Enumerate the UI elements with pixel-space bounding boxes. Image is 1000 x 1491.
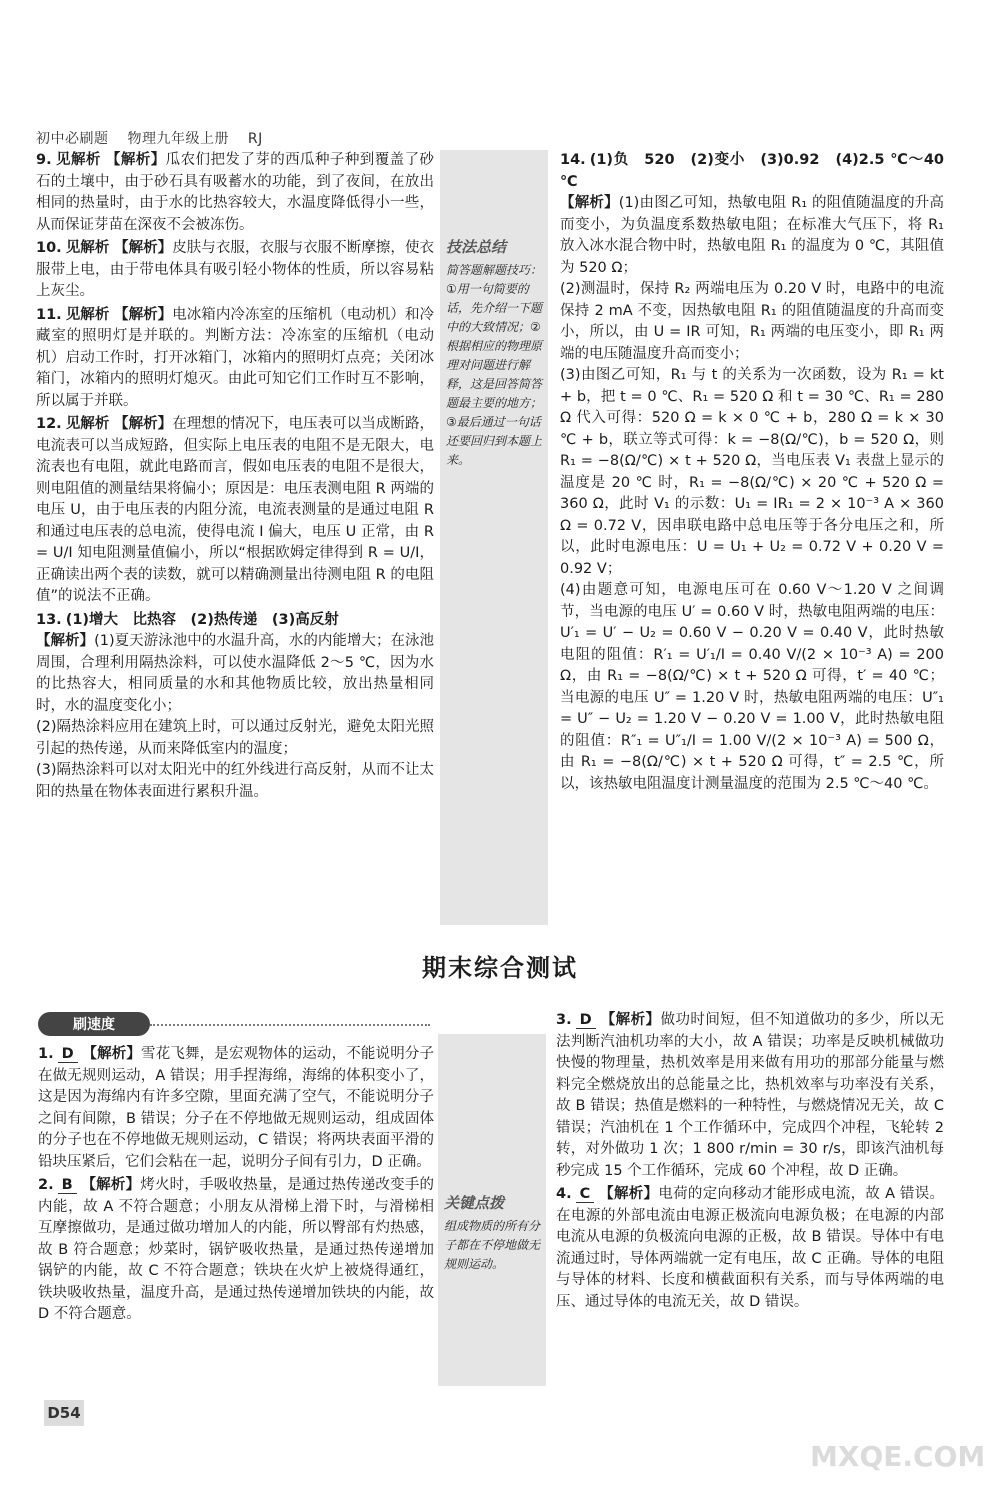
question-11: 11. 见解析 【解析】电冰箱内冷冻室的压缩机（电动机）和冷藏室的照明灯是并联的。判断方法：冷冻室的压缩机（电动机）启动工作时，打开冰箱门，冰箱内的照明灯点亮；关闭冰箱门，冰箱内的照明灯熄灭。由此可知它们工作时互不影响，所以属于并联。 — [36, 306, 435, 409]
tip-text: 简答题解题技巧：①用一句简要的话，先介绍一下题中的大致情况；②根据相应的物理原理对问题进行解释，这是回答简答题最主要的地方；③最后通过一句话还要回归到本题上来。 — [446, 263, 543, 467]
speed-badge: 刷速度 — [38, 1012, 150, 1036]
dotted-rule — [150, 1024, 430, 1026]
question-4: 4. C 【解析】电荷的定向移动才能形成电流，故 A 错误。在电源的外部电流由电源正极流向电源负极；在电源的内部电流从电源的负极流向电源的正极，故 B 错误。导体中有电流通过时，导体两端就一定有电压，故 C 正确。导体的电阻与导体的材料、长度和横截面积有关系，而与导体两端的电压、通过导体的电流无关，故 D 错误。 — [556, 1186, 945, 1310]
question-9: 9. 见解析 【解析】瓜农们把发了芽的西瓜种子种到覆盖了砂石的土壤中，由于砂石具有吸蓄水的功能，到了夜间，在放出相同的热量时，由于水的比热容较大，水温度降低得小一些，从而保证芽苗在深夜不会被冻伤。 — [36, 152, 435, 233]
question-2: 2. B 【解析】烤火时，手吸收热量，是通过热传递改变手的内能，故 A 不符合题意；小朋友从滑梯上滑下时，与滑梯相互摩擦做功，是通过做功增加人的内能，所以臀部有灼热感，故 B 符合题意；炒菜时，锅铲吸收热量，是通过热传递增加锅铲的内能，故 C 不符合题意；铁块在火炉上被烧得通红，铁块吸收热量，温度升高，是通过热传递增加铁块的内能，故 D 不符合题意。 — [38, 1177, 435, 1322]
bottom-right-column — [556, 1010, 944, 1315]
tip-heading: 关键点拨 — [444, 1194, 505, 1212]
question-13: 13. (1)增大 比热容 (2)热传递 (3)高反射 【解析】(1)夏天游泳池中的水温升高，水的内能增大；在泳池周围，合理利用隔热涂料，可以使水温降低 2～5 ℃，因为水的比热容大，相同质量的水和其他物质比较，放出热量相同时，水的温度变化小； (2)隔热涂料应用在建筑上时，可以通过反射光，避免太阳光照引起的热传递，从而来降低室内的温度； (3)隔热涂料可以对太阳光中的红外线进行高反射，从而不让太阳的热量在物体表面进行累积升温。 — [36, 611, 434, 800]
running-header — [36, 128, 277, 148]
book-title: 初中必刷题 — [36, 131, 109, 147]
page-number: D54 — [44, 1400, 84, 1426]
tip-sidebar-1 — [440, 150, 548, 925]
subject: 物理九年级上册 — [127, 131, 229, 147]
tip-heading: 技法总结 — [446, 238, 507, 256]
tip-sidebar-2 — [438, 1034, 546, 1386]
bottom-left-column — [38, 1044, 434, 1328]
question-14: 14. (1)负 520 (2)变小 (3)0.92 (4)2.5 ℃～40 ℃ 【解析】(1)由图乙可知，热敏电阻 R₁ 的阻值随温度的升高而变小，为负温度系数热敏电阻；在标准大气压下，将 R₁ 放入冰水混合物中时，热敏电阻 R₁ 的温度为 0 ℃，其阻值为 520 Ω； (2)测温时，保持 R₂ 两端电压为 0.20 V 时，电路中的电流保持 2 mA 不变，因热敏电阻 R₁ 的阻值随温度的升高而变小，所以，由 U = IR 可知，R₁ 两端的电压变小，即 R₁ 两端的电压随温度升高而变小； (3)由图乙可知，R₁ 与 t 的关系为一次函数，设为 R₁ = kt + b，把 t = 0 ℃、R₁ = 520 Ω 和 t = 30 ℃、R₁ = 280 Ω 代入可得：520 Ω = k × 0 ℃ + b，280 Ω = k × 30 ℃ + b，联立等式可得：k = −8(Ω/℃)，b = 520 Ω，则 R₁ = −8(Ω/℃) × t + 520 Ω，当电压表 V₁ 表盘上显示的温度是 20 ℃ 时，R₁ = −8(Ω/℃) × 20 ℃ + 520 Ω = 360 Ω，此时 V₁ 的示数：U₁ = IR₁ = 2 × 10⁻³ A × 360 Ω = 0.72 V，因串联电路中总电压等于各分电压之和，所以，此时电源电压：U = U₁ + U₂ = 0.72 V + 0.20 V = 0.92 V； (4)由题意可知，电源电压可在 0.60 V～1.20 V 之间调节，当电源的电压 U′ = 0.60 V 时，热敏电阻两端的电压：U′₁ = U′ − U₂ = 0.60 V − 0.20 V = 0.40 V，此时热敏电阻的阻值：R′₁ = U′₁/I = 0.40 V/(2 × 10⁻³ A) = 200 Ω，由 R₁ = −8(Ω/℃) × t + 520 Ω 可得，t′ = 40 ℃；当电源的电压 U″ = 1.20 V 时，热敏电阻两端的电压：U″₁ = U″ − U₂ = 1.20 V − 0.20 V = 1.00 V，此时热敏电阻的阻值：R″₁ = U″₁/I = 1.00 V/(2 × 10⁻³ A) = 500 Ω，由 R₁ = −8(Ω/℃) × t + 520 Ω 可得，t″ = 2.5 ℃，所以，该热敏电阻温度计测量温度的范围为 2.5 ℃～40 ℃。 — [560, 152, 944, 792]
question-10: 10. 见解析 【解析】皮肤与衣服，衣服与衣服不断摩擦，使衣服带上电，由于带电体具有吸引轻小物体的性质，所以容易粘上灰尘。 — [36, 240, 435, 299]
left-column — [36, 150, 434, 805]
question-3: 3. D 【解析】做功时间短，但不知道做功的多少，所以无法判断汽油机功率的大小，故 A 错误；功率是反映机械做功快慢的物理量，热机效率是用来做有用功的那部分能量与燃料完全燃烧放出的总能量之比，热机效率与功率没有关系，故 B 错误；热值是燃料的一种特性，与燃烧情况无关，故 C 错误；汽油机在 1 个工作循环中，完成四个冲程，飞轮转 2 转，对外做功 1 次；1 800 r/min = 30 r/s，即该汽油机每秒完成 15 个工作循环，完成 60 个冲程，故 D 正确。 — [556, 1012, 945, 1179]
question-12: 12. 见解析 【解析】在理想的情况下，电压表可以当成断路，电流表可以当成短路，但实际上电压表的电阻不是无限大，电流表也有电阻，就此电路而言，假如电压表的电阻不是很大，则电阻值的测量结果将偏小；原因是：电压表测电阻 R 两端的电压 U，由于电压表的内阻分流，电流表测量的是通过电阻 R 和通过电压表的总电流，使得电流 I 偏大，电压 U 正常，由 R = U/I 知电阻测量值偏小，所以“根据欧姆定律得到 R = U/I，正确读出两个表的读数，就可以精确测量出待测电阻 R 的电阻值”的说法不正确。 — [36, 416, 435, 604]
right-column — [560, 150, 944, 797]
question-1: 1. D 【解析】雪花飞舞，是宏观物体的运动，不能说明分子在做无规则运动，A 错误；用手捏海绵，海绵的体积变小了，这是因为海绵内有许多空隙，里面充满了空气，不能说明分子之间有间隙，B 错误；分子在不停地做无规则运动，组成固体的分子也在不停地做无规则运动，C 错误；将两块表面平滑的铅块压紧后，它们会粘在一起，说明分子间有引力，D 正确。 — [38, 1046, 435, 1170]
edition: RJ — [247, 131, 263, 147]
section-title: 期末综合测试 — [422, 954, 578, 982]
tip-text: 组成物质的所有分子都在不停地做无规则运动。 — [444, 1219, 541, 1271]
watermark: MXQE.COM — [810, 1440, 986, 1473]
